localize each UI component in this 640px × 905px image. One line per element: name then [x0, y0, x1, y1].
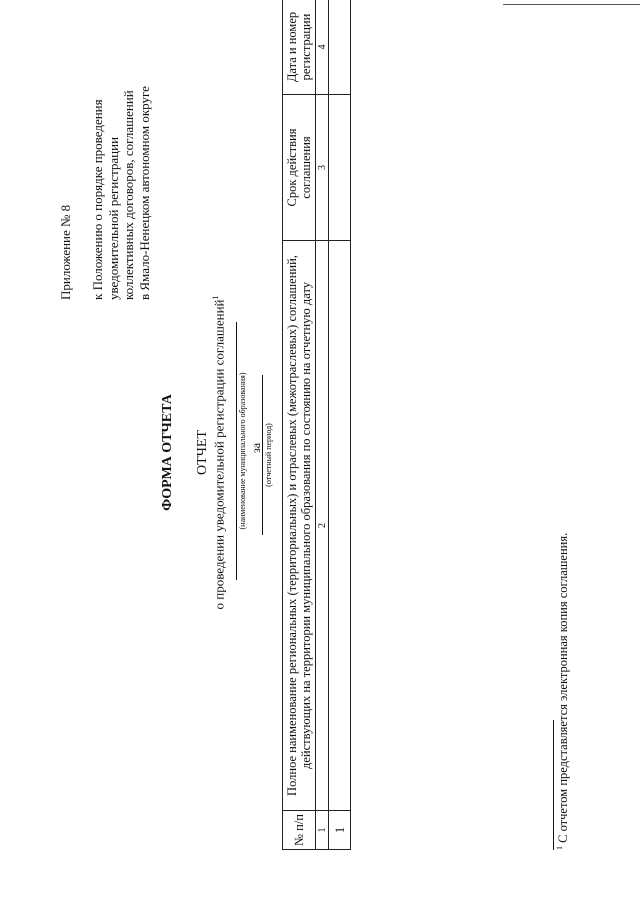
header-term: Срок действия соглашения — [283, 95, 316, 241]
header-registration: Дата и номер регистрации — [283, 0, 316, 95]
municipality-line — [236, 322, 237, 580]
report-subtitle-text: о проведении уведомительной регистрации соглашений — [211, 299, 227, 610]
column-number: 1 — [316, 811, 329, 850]
table-row — [329, 0, 351, 850]
column-number-row — [316, 0, 329, 850]
municipality-hint: (наименование муниципального образования) — [238, 372, 247, 530]
appendix-line: коллективных договоров, соглашений — [121, 90, 136, 300]
header-number: № п/п — [283, 811, 316, 850]
period-line — [262, 375, 263, 535]
appendix-line: в Ямало-Ненецком автономном округе — [136, 86, 152, 300]
table-cell — [329, 95, 351, 241]
column-number: 4 — [316, 0, 329, 95]
form-title: ФОРМА ОТЧЕТА — [160, 394, 175, 511]
footnote — [555, 533, 571, 850]
za-label: за — [249, 442, 263, 453]
table-cell: 1 — [329, 811, 351, 850]
table-cell — [329, 241, 351, 811]
appendix-title: Приложение № 8 — [58, 204, 73, 300]
header-name: Полное наименование региональных (территориальных) и отраслевых (межотраслевых) соглашений, действующих на территории муниципального образования по состоянию на отчетную дату — [283, 241, 316, 811]
column-number: 2 — [316, 241, 329, 811]
table-cell — [329, 0, 351, 95]
footnote-mark: 1 — [555, 846, 564, 850]
report-table — [282, 0, 351, 850]
report-subtitle — [211, 0, 227, 905]
column-number: 3 — [316, 95, 329, 241]
footnote-text: С отчетом представляется электронная копия соглашения. — [556, 532, 571, 843]
footnote-separator — [553, 720, 554, 850]
period-hint: (отчетный период) — [264, 423, 273, 487]
appendix-line: к Положению о порядке проведения — [90, 99, 105, 300]
footnote-ref: 1 — [211, 295, 220, 300]
appendix-note — [90, 0, 152, 300]
appendix-line: уведомительной регистрации — [105, 136, 121, 300]
report-title: ОТЧЕТ — [195, 430, 210, 475]
table-header-row — [283, 0, 316, 850]
